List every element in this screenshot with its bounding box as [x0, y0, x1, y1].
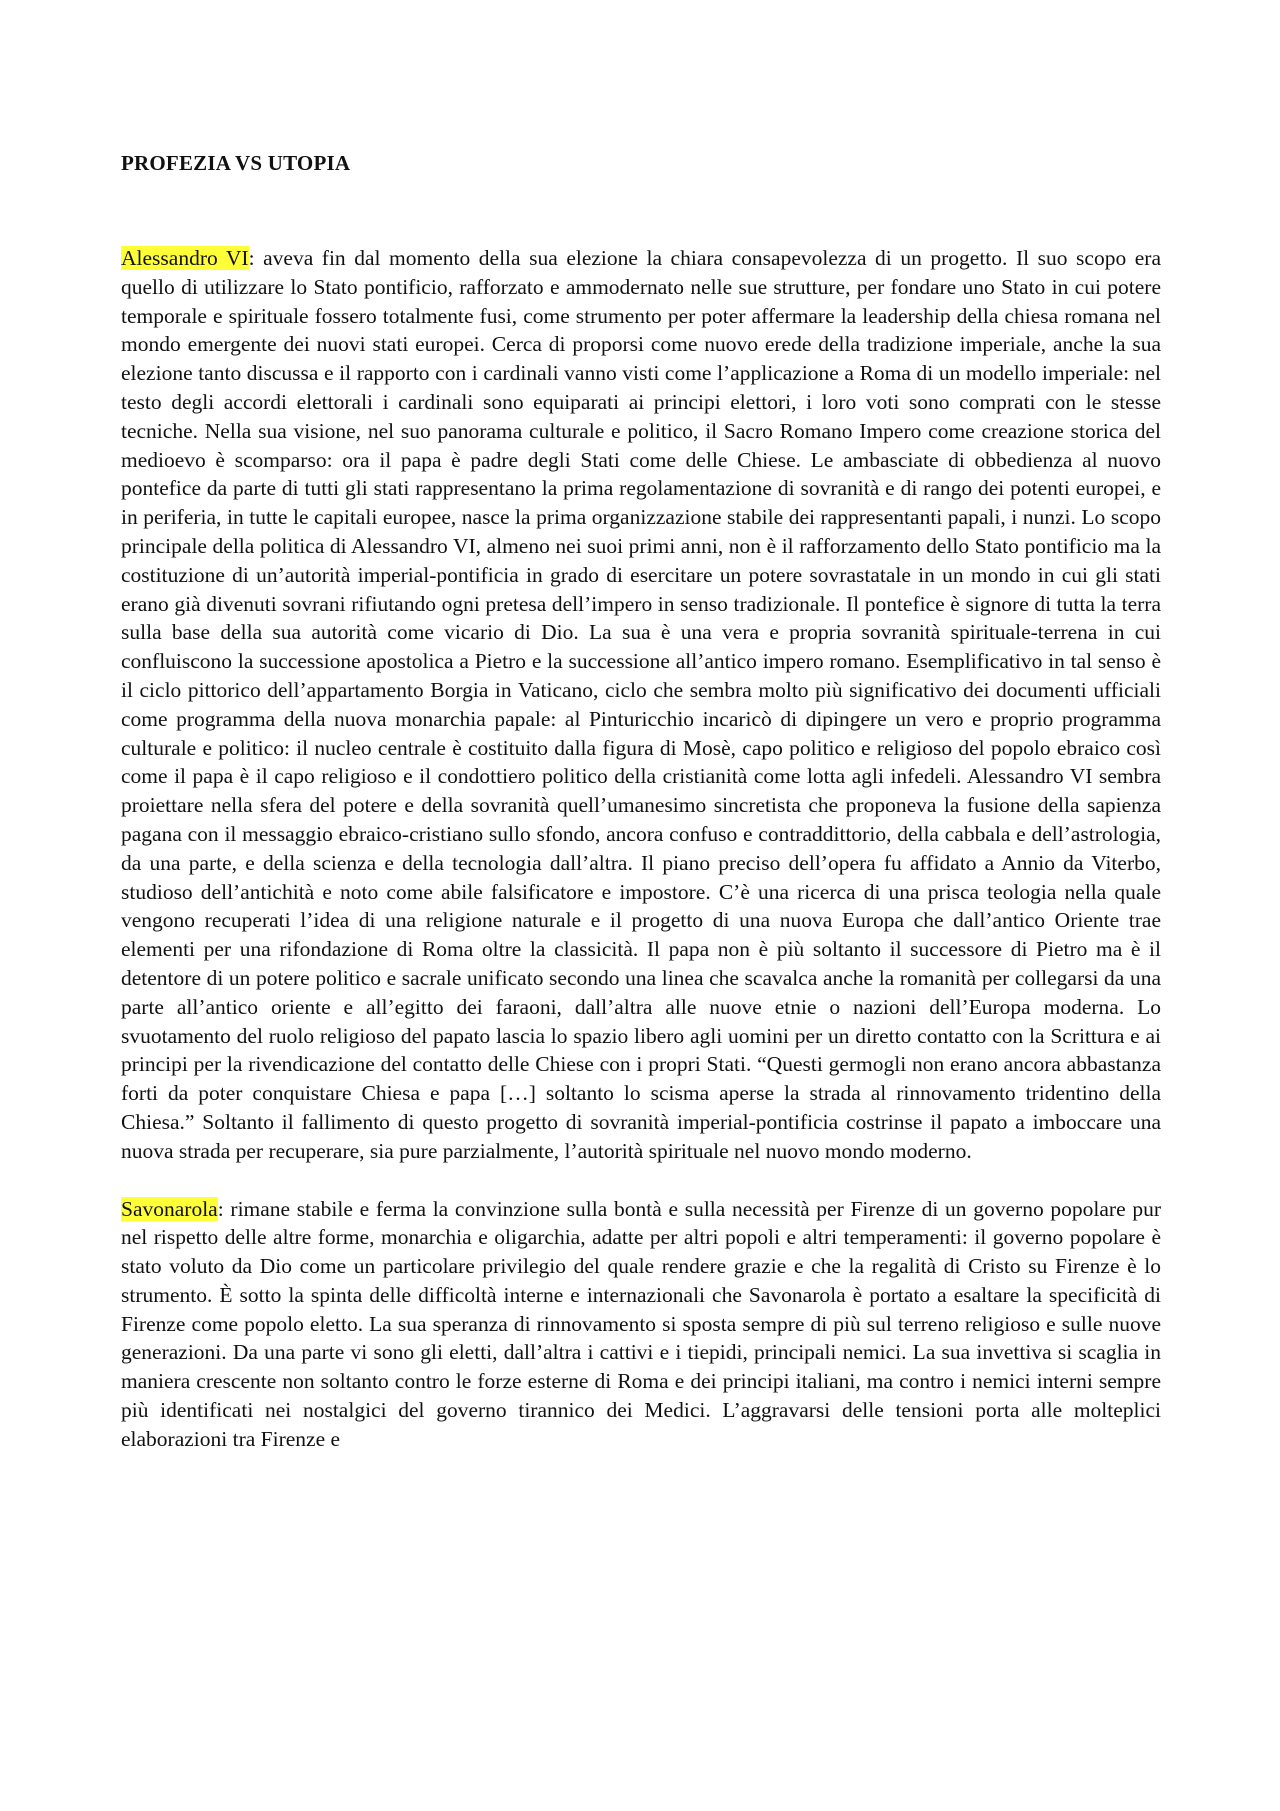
- highlighted-name-savonarola: Savonarola: [121, 1196, 218, 1221]
- document-title: PROFEZIA VS UTOPIA: [121, 151, 351, 175]
- label-colon: :: [217, 1196, 224, 1221]
- highlighted-name-alessandro-vi: Alessandro VI: [121, 246, 249, 270]
- paragraph-alessandro-vi: [121, 244, 1161, 1166]
- label-colon: :: [248, 246, 255, 270]
- paragraph-text: rimane stabile e ferma la convinzione sulla bontà e sulla necessità per Firenze di un governo popolare pur nel rispetto delle altre forme, monarchia e oligarchia, adatte per altri popoli e altri temperamenti: il governo popolare è stato voluto da Dio come un particolare privilegio del quale rendere grazie e che la regalità di Cristo su Firenze è lo strumento. È sotto la spinta delle difficoltà interne e internazionali che Savonarola è portato a esaltare la specificità di Firenze come popolo eletto. La sua speranza di rinnovamento si sposta sempre di più sul terreno religioso e sulle nuove generazioni. Da una parte vi sono gli eletti, dall’altra i cattivi e i tiepidi, principali nemici. La sua invettiva si scaglia in maniera crescente non soltanto contro le forze esterne di Roma e dei principi italiani, ma contro i nemici interni sempre più identificati nei nostalgici del governo tirannico dei Medici. L’aggravarsi delle tensioni porta alle molteplici elaborazioni tra Firenze e: [121, 1196, 1161, 1451]
- document-body: [121, 150, 1161, 1483]
- paragraph-savonarola: [121, 1195, 1161, 1454]
- paragraph-text: aveva fin dal momento della sua elezione la chiara consapevolezza di un progetto. Il suo scopo era quello di utilizzare lo Stato pontificio, rafforzato e ammodernato nelle sue strutture, per fondare uno Stato in cui potere temporale e spirituale fossero totalmente fusi, come strumento per poter affermare la leadership della chiesa romana nel mondo emergente dei nuovi stati europei. Cerca di proporsi come nuovo erede della tradizione imperiale, anche la sua elezione tanto discussa e il rapporto con i cardinali vanno visti come l’applicazione a Roma di un modello imperiale: nel testo degli accordi elettorali i cardinali sono equiparati ai principi elettori, i loro voti sono comprati con le stesse tecniche. Nella sua visione, nel suo panorama culturale e politico, il Sacro Romano Impero come creazione storica del medioevo è scomparso: ora il papa è padre degli Stati come delle Chiese. Le ambasciate di obbedienza al nuovo pontefice da parte di tutti gli stati rappresentano la prima regolamentazione di sovranità e di rango dei potenti europei, e in periferia, in tutte le capitali europee, nasce la prima organizzazione stabile dei rappresentanti papali, i nunzi. Lo scopo principale della politica di Alessandro VI, almeno nei suoi primi anni, non è il rafforzamento dello Stato pontificio ma la costituzione di un’autorità imperial-pontificia in grado di esercitare un potere sovrastatale in un mondo in cui gli stati erano già divenuti sovrani rifiutando ogni pretesa dell’impero in senso tradizionale. Il pontefice è signore di tutta la terra sulla base della sua autorità come vicario di Dio. La sua è una vera e propria sovranità spirituale-terrena in cui confluiscono la successione apostolica a Pietro e la successione all’antico impero romano. Esemplificativo in tal senso è il ciclo pittorico dell’appartamento Borgia in Vaticano, ciclo che sembra molto più significativo dei documenti ufficiali come programma della nuova monarchia papale: al Pinturicchio incaricò di dipingere un vero e proprio programma culturale e politico: il nucleo centrale è costituito dalla figura di Mosè, capo politico e religioso del popolo ebraico così come il papa è il capo religioso e il condottiero politico della cristianità come lotta agli infedeli. Alessandro VI sembra proiettare nella sfera del potere e della sovranità quell’umanesimo sincretista che proponeva la fusione della sapienza pagana con il messaggio ebraico-cristiano sullo sfondo, ancora confuso e contraddittorio, della cabbala e dell’astrologia, da una parte, e della scienza e della tecnologia dall’altra. Il piano preciso dell’opera fu affidato a Annio da Viterbo, studioso dell’antichità e noto come abile falsificatore e impostore. C’è una ricerca di una prisca teologia nella quale vengono recuperati l’idea di una religione naturale e il progetto di una nuova Europa che dall’antico Oriente trae elementi per una rifondazione di Roma oltre la classicità. Il papa non è più soltanto il successore di Pietro ma è il detentore di un potere politico e sacrale unificato secondo una linea che scavalca anche la romanità per collegarsi da una parte all’antico oriente e all’egitto dei faraoni, dall’altra alle nuove etnie o nazioni dell’Europa moderna. Lo svuotamento del ruolo religioso del papato lascia lo spazio libero agli uomini per un diretto contatto con la Scrittura e ai principi per la rivendicazione del contatto delle Chiese con i propri Stati. “Questi germogli non erano ancora abbastanza forti da poter conquistare Chiesa e papa […] soltanto lo scisma aperse la strada al rinnovamento tridentino della Chiesa.” Soltanto il fallimento di questo progetto di sovranità imperial-pontificia costrinse il papato a imboccare una nuova strada per recuperare, sia pure parzialmente, l’autorità spirituale nel nuovo mondo moderno.: [121, 246, 1161, 1163]
